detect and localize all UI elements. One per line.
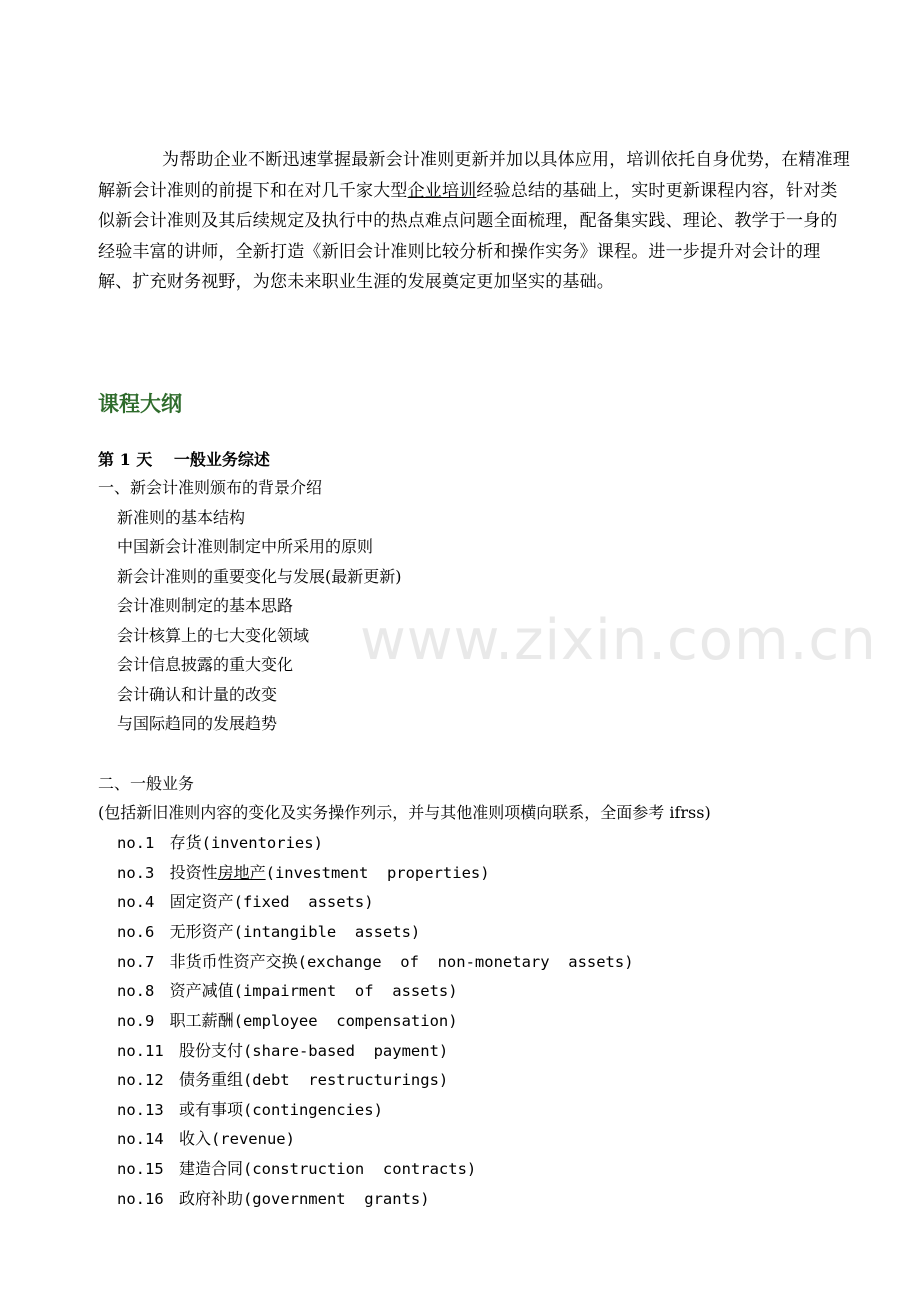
standard-row [117,1158,476,1180]
section1-item: 会计准则制定的基本思路 [117,596,294,615]
standard-name-en: (intangible assets) [233,923,421,941]
standard-row [117,1010,458,1032]
standard-name-cn: 或有事项 [178,1100,243,1119]
standard-row [117,1128,295,1150]
standard-name-cn: 投资性 [169,863,218,882]
standard-name-en: (inventories) [201,834,323,852]
standard-number: no.9 [117,1012,155,1030]
standard-name-en: (investment properties) [265,864,490,882]
standard-name-cn: 资产减值 [169,981,234,1000]
standard-name-en: (construction contracts) [242,1160,477,1178]
standard-row [117,980,458,1002]
section1-item: 中国新会计准则制定中所采用的原则 [117,537,374,556]
standard-name-cn: 收入 [178,1129,211,1148]
section2-title: 二、一般业务 [98,774,195,793]
standard-row [117,951,634,973]
standard-number: no.11 [117,1042,164,1060]
day1-heading: 第 1 天 一般业务综述 [98,450,270,469]
standard-row [117,1188,430,1210]
enterprise-training-link[interactable]: 企业培训 [407,180,477,201]
standard-name-cn: 存货 [169,833,202,852]
standard-name-cn: 建造合同 [178,1159,243,1178]
standard-name-cn: 股份支付 [178,1041,243,1060]
standard-name-en: (employee compensation) [233,1012,458,1030]
standard-number: no.7 [117,953,155,971]
standard-name-cn: 债务重组 [178,1070,243,1089]
section1-title: 一、新会计准则颁布的背景介绍 [98,478,323,497]
standard-row [117,862,490,884]
standard-name-en: (fixed assets) [233,893,374,911]
standard-number: no.3 [117,864,155,882]
intro-text-start: 为帮助企业不断迅速掌握最新会计准则更新并加以具体应用，培训依托自身优势，在精准理解新会计准则的前提下和在对几千家大型 [98,150,850,201]
standard-row [117,1040,448,1062]
standard-number: no.16 [117,1190,164,1208]
standard-name-en: (contingencies) [242,1101,383,1119]
real-estate-link[interactable]: 房地产 [217,863,266,882]
standard-name-en: (impairment of assets) [233,982,458,1000]
standard-number: no.12 [117,1071,164,1089]
watermark-text: www.zixin.com.cn [360,608,877,673]
section1-item: 新准则的基本结构 [117,508,246,527]
standard-number: no.1 [117,834,155,852]
standard-row [117,891,374,913]
section2-note: (包括新旧准则内容的变化及实务操作列示，并与其他准则项横向联系，全面参考 ifrss) [98,803,711,822]
section1-item: 会计确认和计量的改变 [117,685,278,704]
standard-number: no.15 [117,1160,164,1178]
section1-item: 会计信息披露的重大变化 [117,655,294,674]
standard-row [117,921,420,943]
standard-row [117,1069,448,1091]
standard-row [117,832,323,854]
standard-name-en: (government grants) [242,1190,430,1208]
section1-item: 会计核算上的七大变化领域 [117,626,310,645]
standard-number: no.6 [117,923,155,941]
standard-name-en: (exchange of non-monetary assets) [297,953,634,971]
standard-name-cn: 政府补助 [178,1189,243,1208]
standard-name-cn: 非货币性资产交换 [169,952,298,971]
intro-paragraph [98,145,850,298]
section1-item: 新会计准则的重要变化与发展(最新更新) [117,567,402,586]
standard-name-cn: 无形资产 [169,922,234,941]
standard-name-cn: 固定资产 [169,892,234,911]
standard-name-en: (debt restructurings) [242,1071,449,1089]
standard-name-en: (revenue) [210,1130,295,1148]
standard-name-cn: 职工薪酬 [169,1011,234,1030]
standard-number: no.8 [117,982,155,1000]
standard-number: no.14 [117,1130,164,1148]
standard-number: no.4 [117,893,155,911]
standard-name-en: (share-based payment) [242,1042,449,1060]
standard-row [117,1099,383,1121]
intro-text-end: 经验总结的基础上，实时更新课程内容，针对类似新会计准则及其后续规定及执行中的热点难点问题全面梳理，配备集实践、理论、教学于一身的经验丰富的讲师，全新打造《新旧会计准则比较分析和操作实务》课程。进一步提升对会计的理解、扩充财务视野，为您未来职业生涯的发展奠定更加坚实的基础。 [98,180,838,292]
course-outline-title: 课程大纲 [98,392,182,416]
standard-number: no.13 [117,1101,164,1119]
section1-item: 与国际趋同的发展趋势 [117,714,278,733]
